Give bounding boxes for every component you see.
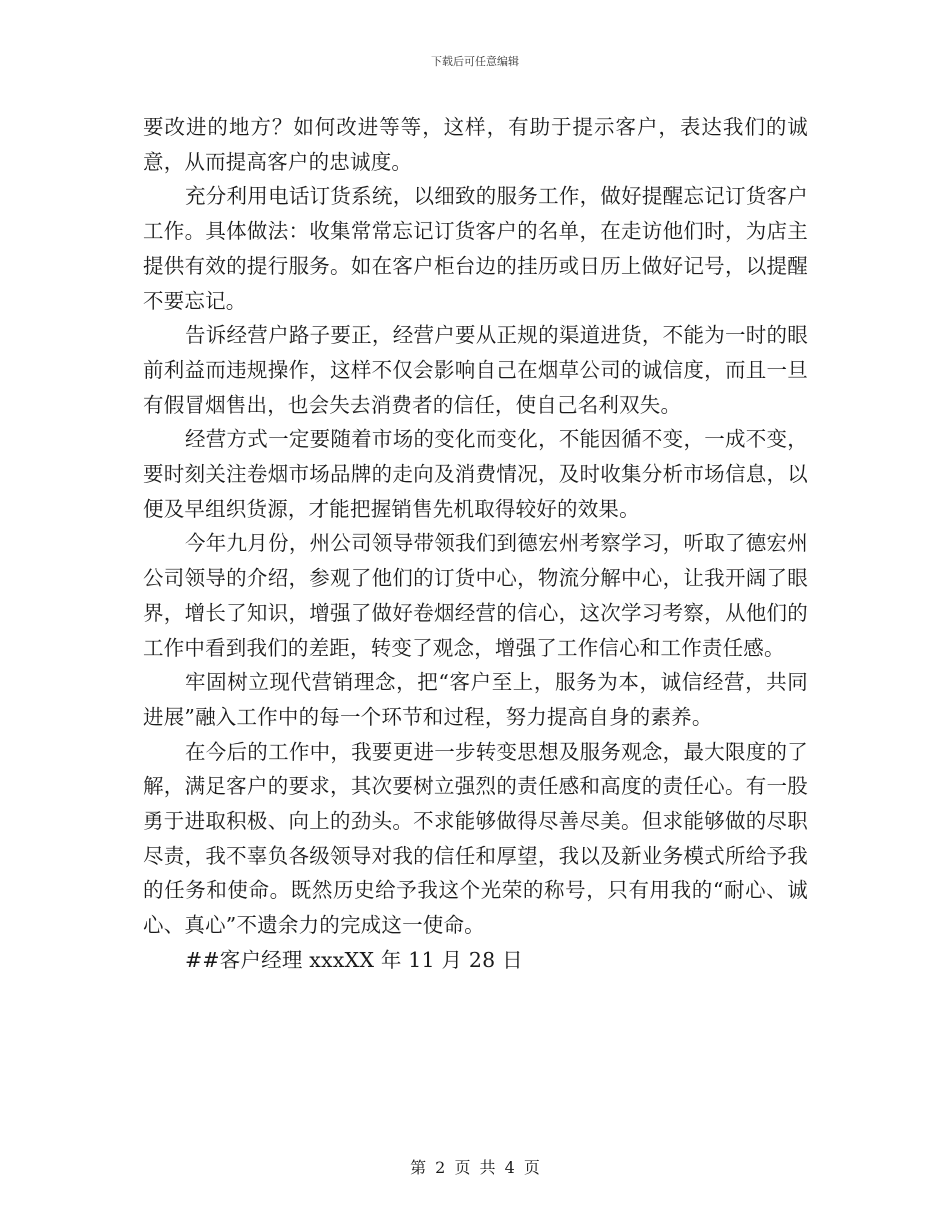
signature-line: ##客户经理 xxxXX 年 11 月 28 日	[185, 947, 523, 972]
page-header: 下载后可任意编辑	[431, 55, 519, 68]
paragraph-1: 要改进的地方？如何改进等等，这样，有助于提示客户，表达我们的诚意，从而提高客户的忠诚度。	[143, 115, 808, 174]
paragraph-6: 牢固树立现代营销理念，把“客户至上，服务为本，诚信经营，共同进展”融入工作中的每一个环节和过程，努力提高自身的素养。	[143, 670, 808, 729]
document-body	[143, 110, 808, 978]
paragraph-5: 今年九月份，州公司领导带领我们到德宏州考察学习，听取了德宏州公司领导的介绍，参观了他们的订货中心，物流分解中心，让我开阔了眼界，增长了知识，增强了做好卷烟经营的信心，这次学习考察，从他们的工作中看到我们的差距，转变了观念，增强了工作信心和工作责任感。	[143, 531, 808, 660]
page-number: 第 2 页 共 4 页	[410, 1158, 540, 1177]
paragraph-3: 告诉经营户路子要正，经营户要从正规的渠道进货，不能为一时的眼前利益而违规操作，这样不仅会影响自己在烟草公司的诚信度，而且一旦有假冒烟售出，也会失去消费者的信任，使自己名利双失。	[143, 323, 808, 417]
paragraph-2: 充分利用电话订货系统，以细致的服务工作，做好提醒忘记订货客户工作。具体做法：收集常常忘记订货客户的名单，在走访他们时，为店主提供有效的提行服务。如在客户柜台边的挂历或日历上做好记号，以提醒不要忘记。	[143, 184, 808, 313]
paragraph-4: 经营方式一定要随着市场的变化而变化，不能因循不变，一成不变，要时刻关注卷烟市场品牌的走向及消费情况，及时收集分析市场信息，以便及早组织货源，才能把握销售先机取得较好的效果。	[143, 427, 808, 521]
paragraph-7: 在今后的工作中，我要更进一步转变思想及服务观念，最大限度的了解，满足客户的要求，其次要树立强烈的责任感和高度的责任心。有一股勇于进取积极、向上的劲头。不求能够做得尽善尽美。但求能够做的尽职尽责，我不辜负各级领导对我的信任和厚望，我以及新业务模式所给予我的任务和使命。既然历史给予我这个光荣的称号，只有用我的“耐心、诚心、真心”不遗余力的完成这一使命。	[143, 739, 808, 938]
